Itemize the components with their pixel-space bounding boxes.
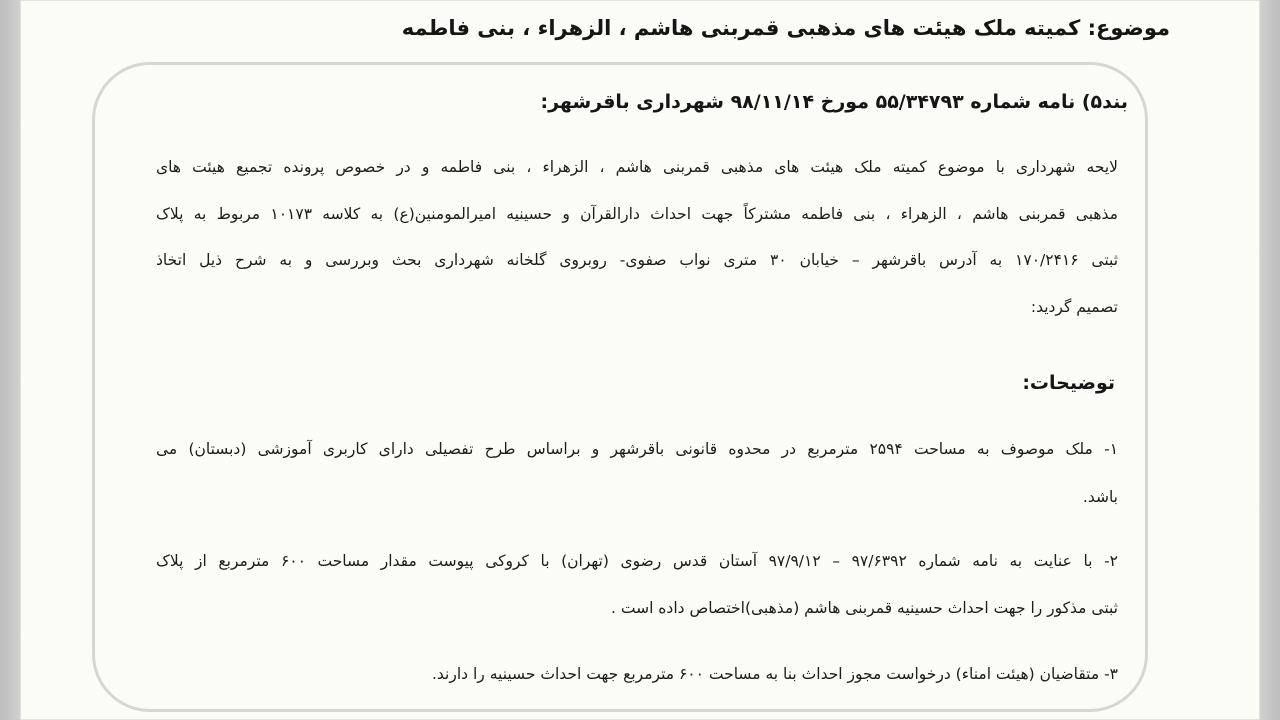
note-2-line-2: ثبتی مذکور را جهت احداث حسینیه قمربنی هاشم (مذهبی)اختصاص داده است . <box>611 598 1118 617</box>
note-1-line-1: ۱- ملک موصوف به مساحت ۲۵۹۴ مترمربع در محدوه قانونی باقرشهر و براساس طرح تفصیلی دارای کاربری آموزشی (دبستان) می <box>156 440 1119 458</box>
intro-line-1: لایحه شهرداری با موضوع کمیته ملک هیئت های مذهبی قمربنی هاشم ، الزهراء ، بنی فاطمه و در خصوص پرونده تجمیع هیئت های <box>156 158 1118 176</box>
intro-paragraph <box>156 160 1118 315</box>
clause-heading: بند۵) نامه شماره ۵۵/۳۴۷۹۳ مورخ ۹۸/۱۱/۱۴ شهرداری باقرشهر: <box>540 91 1128 113</box>
note-1 <box>156 442 1118 505</box>
intro-line-3: ثبتی ۱۷۰/۲۴۱۶ به آدرس باقرشهر – خیابان ۳۰ متری نواب صفوی- روبروی گلخانه شهرداری بحث وبررسی و به شرح ذیل اتخاذ <box>156 251 1119 269</box>
intro-line-4: تصمیم گردید: <box>1030 297 1118 316</box>
note-1-line-2: باشد. <box>1082 487 1118 506</box>
intro-line-2: مذهبی قمربنی هاشم ، الزهراء ، بنی فاطمه مشترکاً جهت احداث دارالقرآن و حسینیه امیرالمومنین(ع) به کلاسه ۱۰۱۷۳ مربوط به پلاک <box>156 204 1118 223</box>
scan-edge-right <box>1260 0 1280 720</box>
note-3 <box>156 667 1118 683</box>
note-3-line-1: ۳- متقاضیان (هیئت امناء) درخواست مجوز احداث بنا به مساحت ۶۰۰ مترمربع جهت احداث حسینیه را دارند. <box>431 665 1118 683</box>
note-2 <box>156 554 1118 616</box>
subject-line: موضوع: کمیته ملک هیئت های مذهبی قمربنی هاشم ، الزهراء ، بنی فاطمه <box>401 16 1170 40</box>
notes-heading: توضیحات: <box>1022 372 1115 394</box>
note-2-line-1: ۲- با عنایت به نامه شماره ۹۷/۶۳۹۲ – ۹۷/۹/۱۲ آستان قدس رضوی (تهران) با کروکی پیوست مقدار مساحت ۶۰۰ مترمربع از پلاک <box>156 552 1118 570</box>
scan-edge-left <box>0 0 20 720</box>
